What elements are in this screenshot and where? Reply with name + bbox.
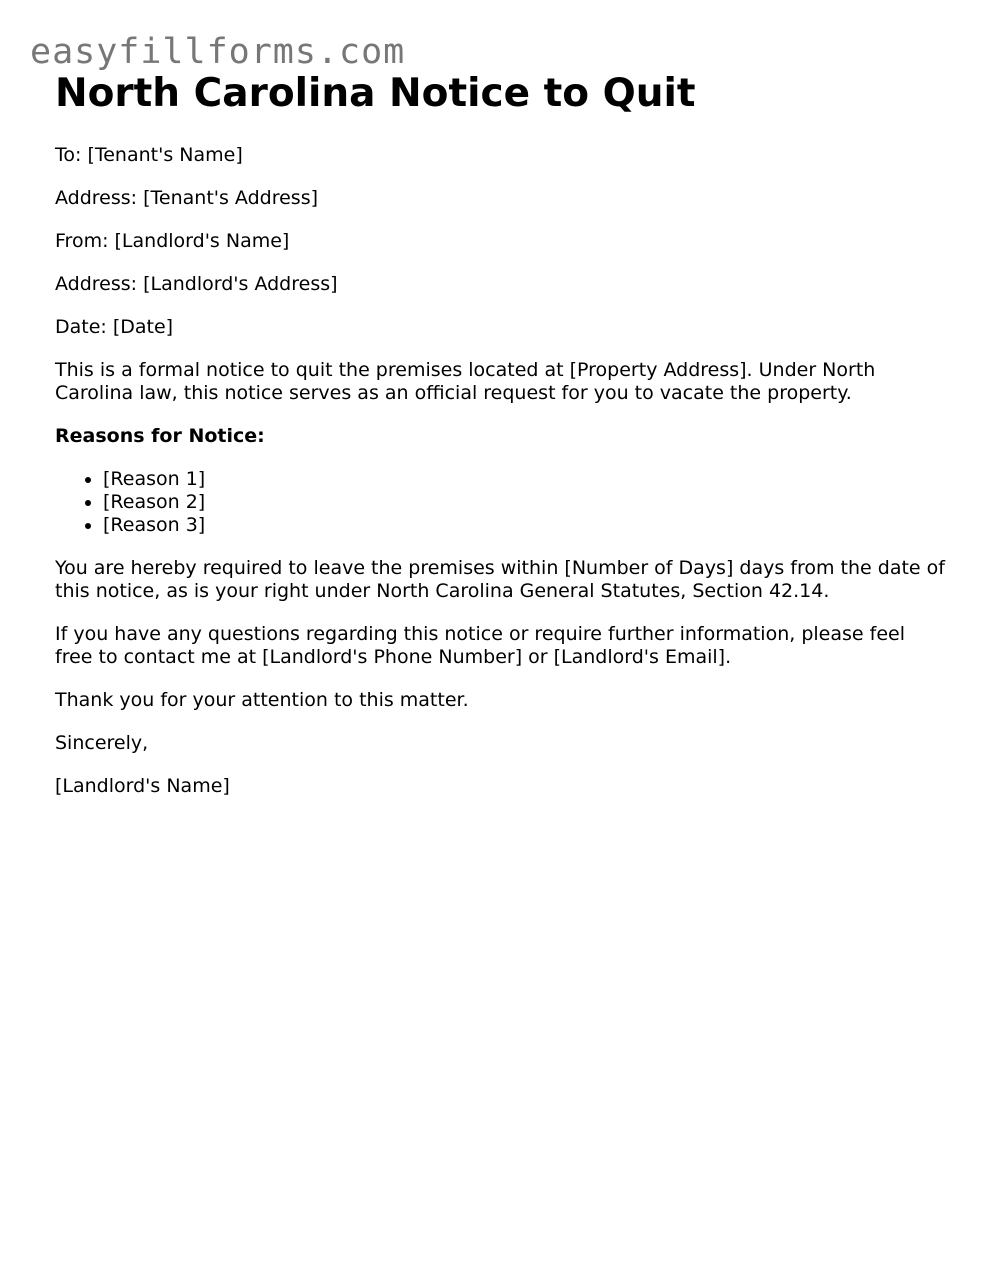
requirement-paragraph: You are hereby required to leave the premises within [Number of Days] days from the date of this notice, as is your right under North Carolina General Statutes, Section 42.14. bbox=[55, 557, 945, 602]
reason-item: • [Reason 2] bbox=[103, 491, 945, 514]
document-title: North Carolina Notice to Quit bbox=[55, 71, 696, 116]
from-field: From: [Landlord's Name] bbox=[55, 230, 290, 252]
landlord-address-field: Address: [Landlord's Address] bbox=[55, 273, 338, 295]
tenant-address-field: Address: [Tenant's Address] bbox=[55, 187, 319, 209]
contact-paragraph: If you have any questions regarding this notice or require further information, please feel free to contact me at [Landlord's Phone Number] or [Landlord's Email]. bbox=[55, 623, 905, 668]
reasons-list bbox=[55, 468, 945, 537]
to-field: To: [Tenant's Name] bbox=[55, 144, 243, 166]
signature-name: [Landlord's Name] bbox=[55, 775, 230, 797]
reasons-heading: Reasons for Notice: bbox=[55, 425, 265, 447]
intro-paragraph: This is a formal notice to quit the premises located at [Property Address]. Under North Carolina law, this notice serves as an official request for you to vacate the property. bbox=[55, 359, 876, 404]
reason-item: • [Reason 1] bbox=[103, 468, 945, 491]
reason-item: • [Reason 3] bbox=[103, 514, 945, 537]
date-field: Date: [Date] bbox=[55, 316, 174, 338]
thanks-paragraph: Thank you for your attention to this matter. bbox=[55, 689, 469, 711]
notice-document bbox=[55, 68, 945, 818]
closing-text: Sincerely, bbox=[55, 732, 149, 754]
watermark-text: easyfillforms.com bbox=[30, 32, 406, 72]
